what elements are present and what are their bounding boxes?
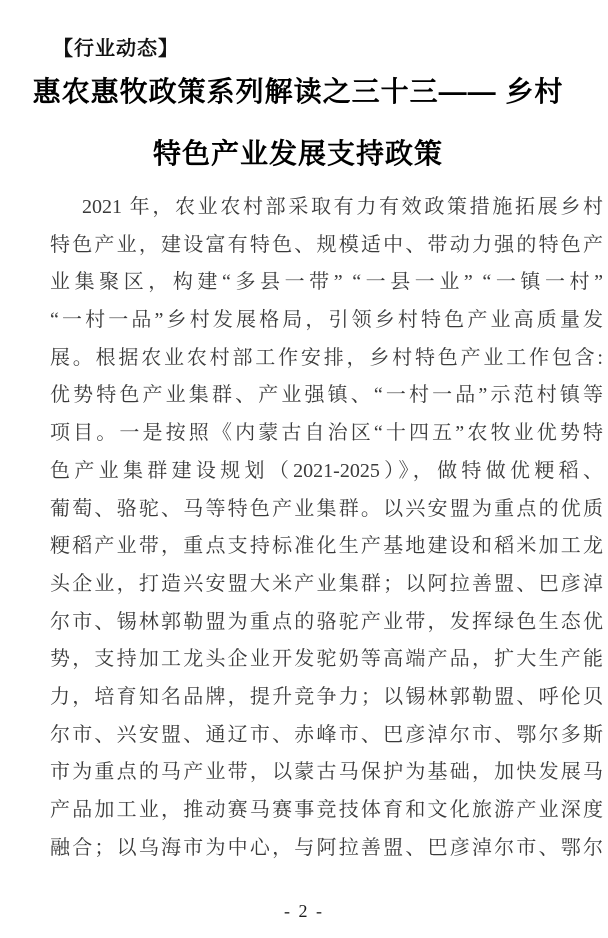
body-text-line: 优势特色产业集群、产业强镇、“一村一品”示范村镇等	[50, 384, 603, 407]
body-text-line: “一村一品”乡村发展格局，引领乡村特色产业高质量发	[50, 309, 603, 332]
body-paragraph	[50, 189, 603, 867]
body-text-line: 头企业，打造兴安盟大米产业集群；以阿拉善盟、巴彦淖	[50, 572, 603, 595]
body-text-line: 特色产业，建设富有特色、规模适中、带动力强的特色产	[50, 233, 603, 256]
body-text-line: 势，支持加工龙头企业开发驼奶等高端产品，扩大生产能	[50, 648, 603, 671]
body-text-line: 尔市、兴安盟、通辽市、赤峰市、巴彦淖尔市、鄂尔多斯	[50, 723, 603, 746]
body-text-line: 融合；以乌海市为中心，与阿拉善盟、巴彦淖尔市、鄂尔	[50, 836, 603, 859]
body-text-line: 业集聚区，构建“多县一带” “一县一业” “一镇一村”	[50, 271, 603, 294]
body-text-line: 葡萄、骆驼、马等特色产业集群。以兴安盟为重点的优质	[50, 497, 603, 520]
body-text-line: 产品加工业，推动赛马赛事竞技体育和文化旅游产业深度	[50, 799, 603, 821]
body-text-line: 粳稻产业带，重点支持标准化生产基地建设和稻米加工龙	[50, 535, 603, 558]
body-text-line: 市为重点的马产业带，以蒙古马保护为基础，加快发展马	[50, 761, 603, 784]
body-text-line: 力，培育知名品牌，提升竞争力；以锡林郭勒盟、呼伦贝	[50, 685, 603, 708]
body-text-line: 2021 年，农业农村部采取有力有效政策措施拓展乡村	[82, 196, 603, 218]
body-text-line: 项目。一是按照《内蒙古自治区“十四五”农牧业优势特	[50, 422, 603, 445]
page-number: - 2 -	[284, 901, 324, 921]
body-text-line: 色产业集群建设规划（2021-2025）》，做特做优粳稻、	[50, 459, 603, 482]
section-tag: 【行业动态】	[53, 38, 179, 60]
body-text-line: 尔市、锡林郭勒盟为重点的骆驼产业带，发挥绿色生态优	[50, 610, 603, 633]
document-title-line: 惠农惠牧政策系列解读之三十三—— 乡村	[32, 76, 564, 107]
body-text-line: 展。根据农业农村部工作安排，乡村特色产业工作包含:	[50, 346, 603, 369]
document-title	[0, 61, 596, 185]
document-title-line: 特色产业发展支持政策	[152, 138, 443, 169]
